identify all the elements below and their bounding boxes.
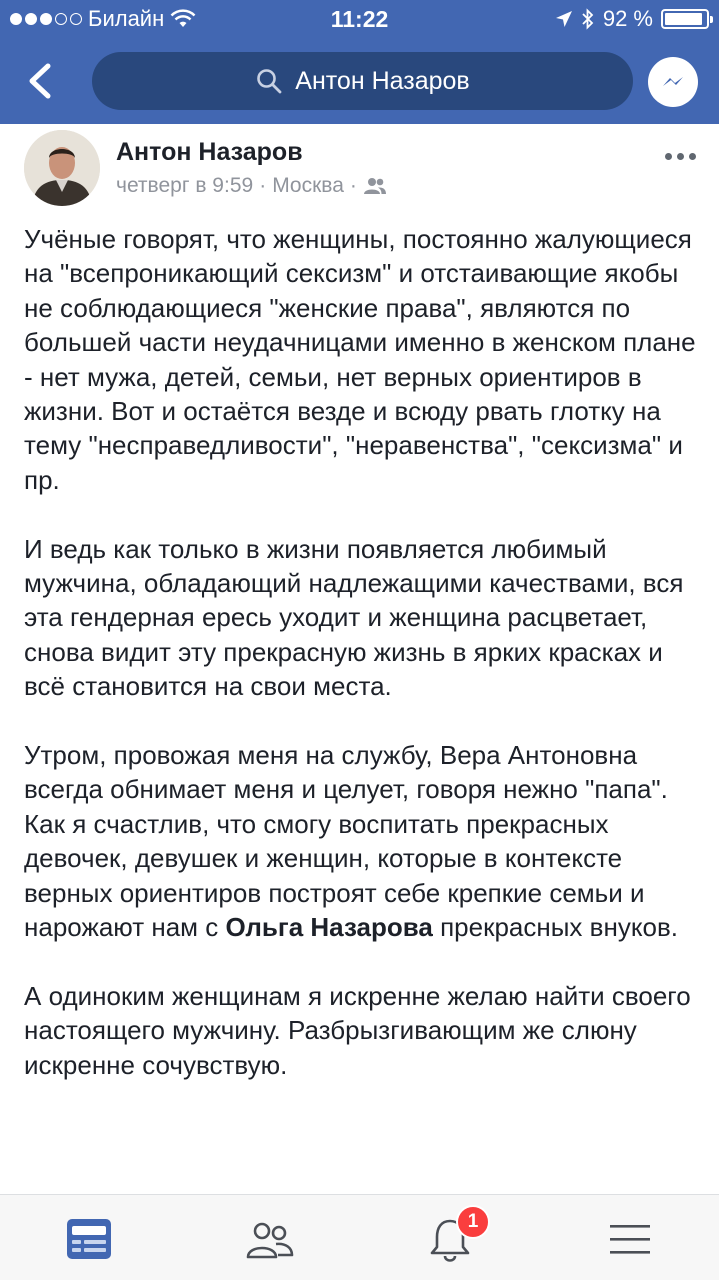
post-text — [24, 222, 700, 1117]
bottom-tab-bar — [0, 1194, 719, 1280]
post-location[interactable]: Москва — [272, 174, 344, 197]
paragraph-3-end: прекрасных внуков. — [432, 912, 678, 943]
status-bar — [0, 0, 719, 40]
meta-separator: · — [259, 174, 267, 197]
author-avatar[interactable] — [24, 130, 100, 206]
carrier-name: Билайн — [88, 6, 165, 31]
tab-menu[interactable] — [600, 1209, 660, 1269]
messenger-button[interactable] — [648, 57, 698, 107]
post-paragraph-1: Учёные говорят, что женщины, постоянно жалующиеся на "всепроникающий сексизм" и отстаивающие якобы не соблюдающиеся "женские права", являются по большей части неудачницами именно в женском плане - нет мужа, детей, семьи, нет верных ориентиров в жизни. Вот и остаётся везде и всюду рвать глотку на тему "несправедливости", "неравенства", "сексизма" и пр. — [24, 224, 696, 495]
friends-icon — [240, 1209, 300, 1269]
search-icon — [255, 67, 283, 95]
top-bar — [0, 0, 719, 124]
avatar-photo — [24, 130, 100, 206]
tab-friends[interactable] — [240, 1209, 300, 1269]
search-bar[interactable] — [92, 52, 633, 110]
mention-link[interactable]: Ольга Назарова — [225, 912, 433, 943]
battery-fill — [665, 13, 702, 25]
location-arrow-icon — [555, 10, 573, 28]
status-time: 11:22 — [330, 6, 389, 32]
paragraph-3-text: Утром, провожая меня на службу, Вера Антоновна всегда обнимает меня и целует, говоря нежно "папа". Как я счастлив, что смогу воспитать прекрасных девочек, девушек и женщин, которые в контексте верных ориентиров построят себе крепкие семьи и нарожают нам с — [24, 740, 668, 943]
friends-audience-icon — [363, 177, 387, 195]
back-chevron-icon — [22, 58, 62, 104]
battery-percent: 92 % — [602, 6, 653, 31]
post-paragraph-2: И ведь как только в жизни появляется любимый мужчина, обладающий надлежащими качествами, вся эта гендерная ересь уходит и женщина расцветает, снова видит эту прекрасную жизнь в ярких красках и всё становится на свои места. — [24, 533, 684, 702]
tab-news-feed[interactable] — [59, 1209, 119, 1269]
post-meta — [116, 174, 387, 198]
post-paragraph-3 — [24, 738, 700, 944]
news-feed-icon — [59, 1209, 119, 1269]
meta-separator-2: · — [349, 174, 357, 197]
post-options-button[interactable] — [660, 146, 700, 166]
notifications-badge: 1 — [456, 1205, 490, 1239]
messenger-icon — [648, 57, 698, 107]
battery-icon — [661, 9, 709, 29]
menu-icon — [600, 1209, 660, 1269]
bluetooth-icon — [581, 8, 595, 30]
status-right — [555, 6, 709, 32]
back-button[interactable] — [22, 58, 62, 104]
more-dots-icon — [665, 153, 672, 160]
tab-notifications[interactable] — [420, 1209, 480, 1269]
post-author[interactable]: Антон Назаров — [116, 138, 303, 166]
post-paragraph-4: А одиноким женщинам я искренне желаю найти своего настоящего мужчину. Разбрызгивающим же слюну искренне сочувствую. — [24, 980, 691, 1080]
post-time[interactable]: четверг в 9:59 — [116, 174, 254, 197]
search-text: Антон Назаров — [295, 66, 470, 95]
